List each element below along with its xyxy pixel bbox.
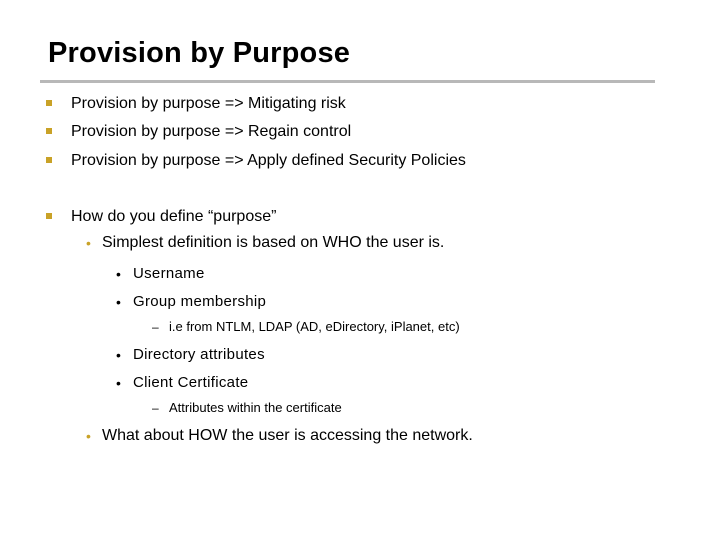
square-bullet-icon [46, 100, 52, 106]
square-bullet-icon [46, 213, 52, 219]
dash-bullet-icon: – [152, 320, 159, 334]
round-bullet-icon: • [86, 235, 91, 251]
bullet-define-purpose: How do you define “purpose” [71, 208, 277, 225]
item-username: Username [133, 265, 205, 282]
item-directory-attributes: Directory attributes [133, 346, 265, 363]
bullet-regain-control: Provision by purpose => Regain control [71, 123, 352, 140]
detail-certificate-attributes: Attributes within the certificate [169, 400, 342, 415]
round-bullet-icon: • [116, 375, 121, 391]
title-underline [40, 80, 655, 83]
item-group-membership: Group membership [133, 293, 267, 310]
sub-bullet-who: Simplest definition is based on WHO the user is. [102, 234, 445, 251]
slide-title: Provision by Purpose [48, 37, 351, 69]
round-bullet-icon: • [86, 428, 91, 444]
dash-bullet-icon: – [152, 401, 159, 415]
bullet-mitigating-risk: Provision by purpose => Mitigating risk [71, 95, 346, 112]
item-client-certificate: Client Certificate [133, 374, 249, 391]
sub-bullet-how: What about HOW the user is accessing the network. [102, 427, 473, 444]
square-bullet-icon [46, 157, 52, 163]
round-bullet-icon: • [116, 347, 121, 363]
bullet-security-policies: Provision by purpose => Apply defined Security Policies [71, 152, 466, 169]
round-bullet-icon: • [116, 266, 121, 282]
square-bullet-icon [46, 128, 52, 134]
round-bullet-icon: • [116, 294, 121, 310]
detail-group-sources: i.e from NTLM, LDAP (AD, eDirectory, iPlanet, etc) [169, 319, 460, 334]
